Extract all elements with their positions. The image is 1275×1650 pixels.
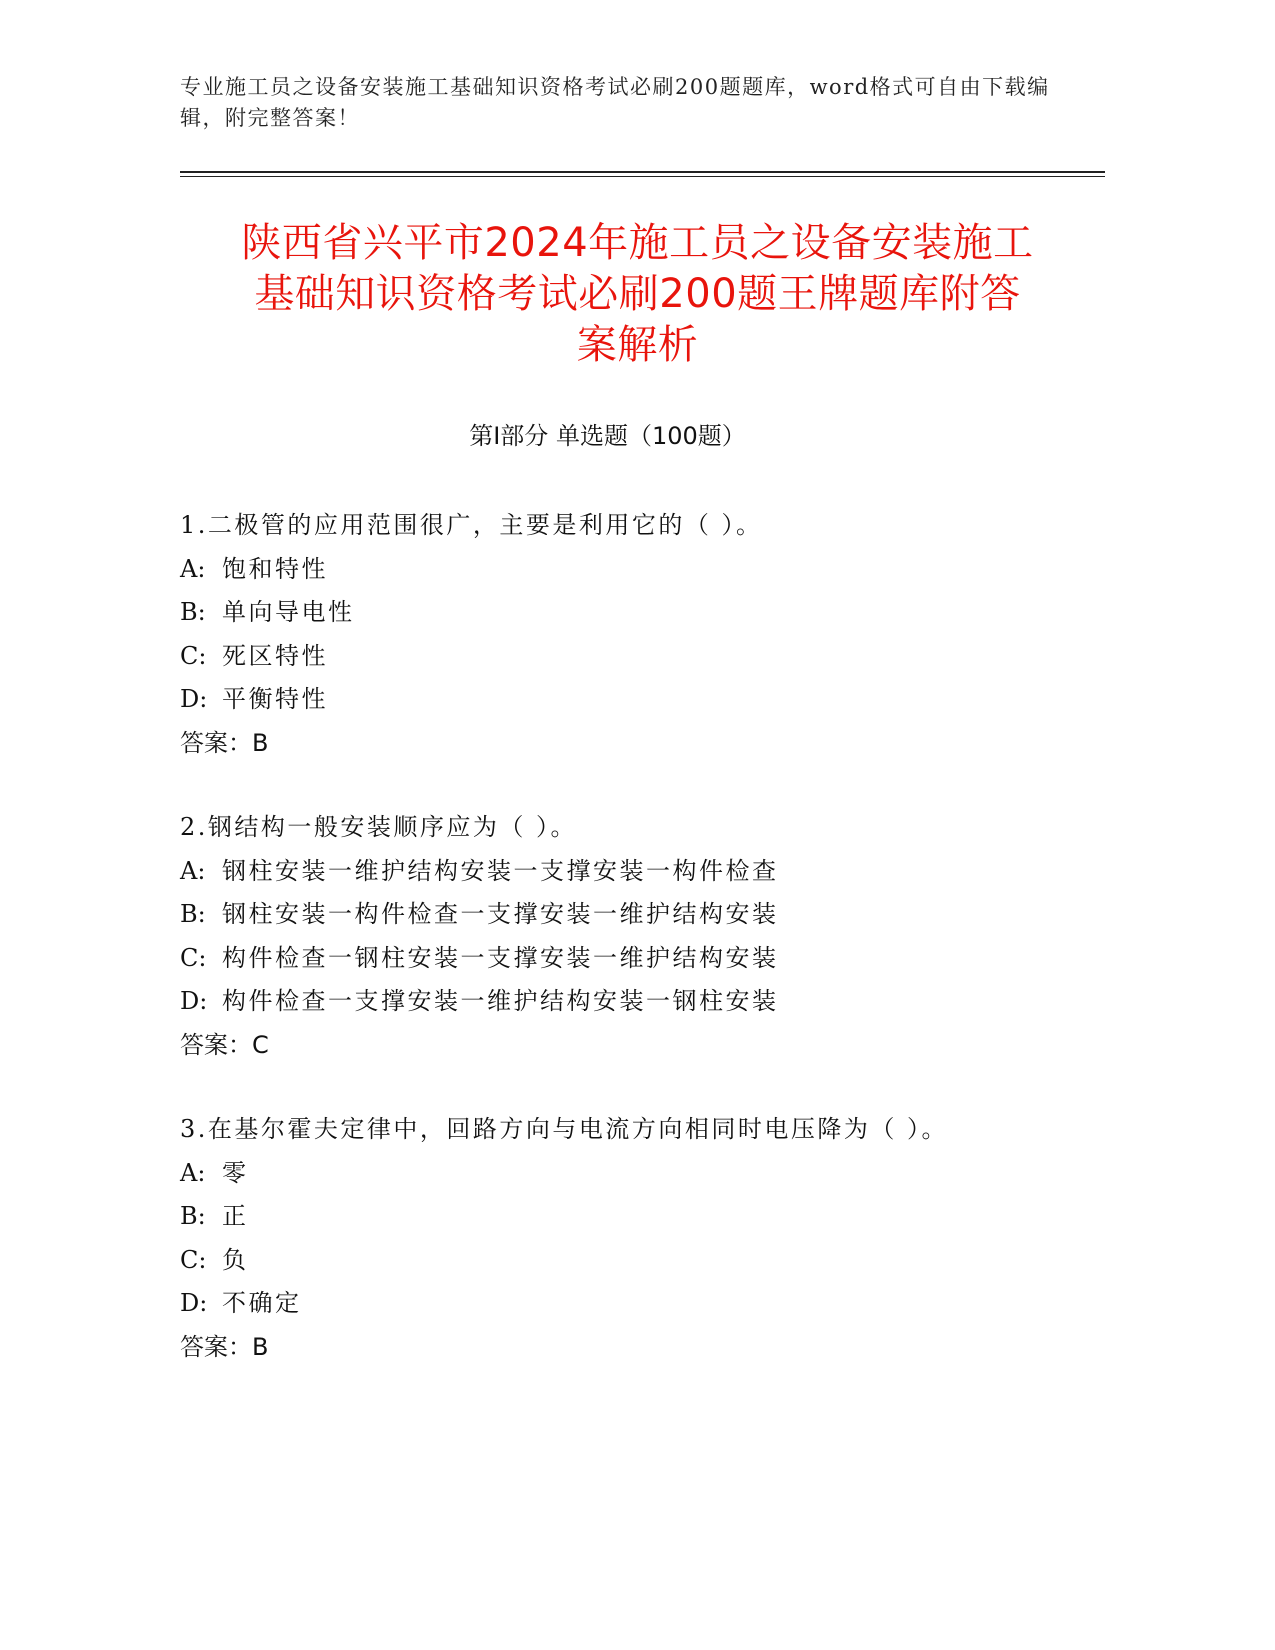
option-text: 饱和特性 (222, 554, 328, 583)
option-letter: B: (180, 1202, 206, 1230)
section-title: 第Ⅰ部分 单选题（100题） (469, 422, 746, 450)
option-text: 不确定 (222, 1289, 302, 1317)
document-title (160, 218, 1115, 371)
option-letter: A: (180, 1158, 206, 1187)
question-item (180, 806, 1080, 1067)
option-line (180, 893, 1080, 937)
option-text: 负 (222, 1245, 249, 1274)
answer-text: 答案：B (180, 1332, 269, 1361)
header-rule-thick (180, 171, 1105, 173)
header-note: 专业施工员之设备安装施工基础知识资格考试必刷200题题库，word格式可自由下载编辑，附完整答案！ (180, 75, 1050, 130)
option-text: 构件检查一支撑安装一维护结构安装一钢柱安装 (222, 987, 779, 1015)
option-text: 平衡特性 (222, 685, 328, 713)
question-item (180, 504, 1080, 765)
option-line (180, 635, 1080, 679)
option-line (180, 591, 1080, 635)
option-line (180, 980, 1080, 1024)
option-letter: C: (180, 641, 207, 670)
option-text: 零 (222, 1158, 249, 1187)
question-text: 3.在基尔霍夫定律中，回路方向与电流方向相同时电压降为（ ）。 (180, 1115, 949, 1143)
option-letter: D: (180, 987, 208, 1015)
question-text: 1.二极管的应用范围很广，主要是利用它的（ ）。 (180, 511, 763, 539)
title-line-2: 基础知识资格考试必刷200题王牌题库附答 (254, 271, 1021, 317)
option-text: 单向导电性 (222, 598, 355, 626)
answer-text: 答案：C (180, 1030, 269, 1059)
option-line (180, 850, 1080, 894)
answer-text: 答案：B (180, 728, 269, 757)
option-line (180, 1282, 1080, 1326)
option-letter: C: (180, 1245, 207, 1274)
question-text: 2.钢结构一般安装顺序应为（ ）。 (180, 813, 578, 841)
option-letter: C: (180, 943, 207, 972)
option-letter: D: (180, 685, 208, 713)
option-text: 钢柱安装一构件检查一支撑安装一维护结构安装 (222, 900, 779, 928)
option-letter: D: (180, 1289, 208, 1317)
option-letter: B: (180, 900, 206, 928)
title-line-3: 案解析 (576, 322, 699, 368)
option-letter: B: (180, 598, 206, 626)
option-letter: A: (180, 554, 206, 583)
option-letter: A: (180, 856, 206, 885)
option-line (180, 1152, 1080, 1196)
option-text: 正 (222, 1202, 249, 1230)
option-text: 钢柱安装一维护结构安装一支撑安装一构件检查 (222, 856, 779, 885)
option-line (180, 1239, 1080, 1283)
option-line (180, 937, 1080, 981)
option-text: 死区特性 (222, 641, 328, 670)
option-line (180, 1195, 1080, 1239)
question-item (180, 1108, 1080, 1369)
question-list (180, 504, 1080, 1410)
option-text: 构件检查一钢柱安装一支撑安装一维护结构安装 (222, 943, 779, 972)
header-rule-thin (180, 176, 1105, 177)
option-line (180, 548, 1080, 592)
title-line-1: 陕西省兴平市2024年施工员之设备安装施工 (241, 220, 1034, 266)
option-line (180, 678, 1080, 722)
